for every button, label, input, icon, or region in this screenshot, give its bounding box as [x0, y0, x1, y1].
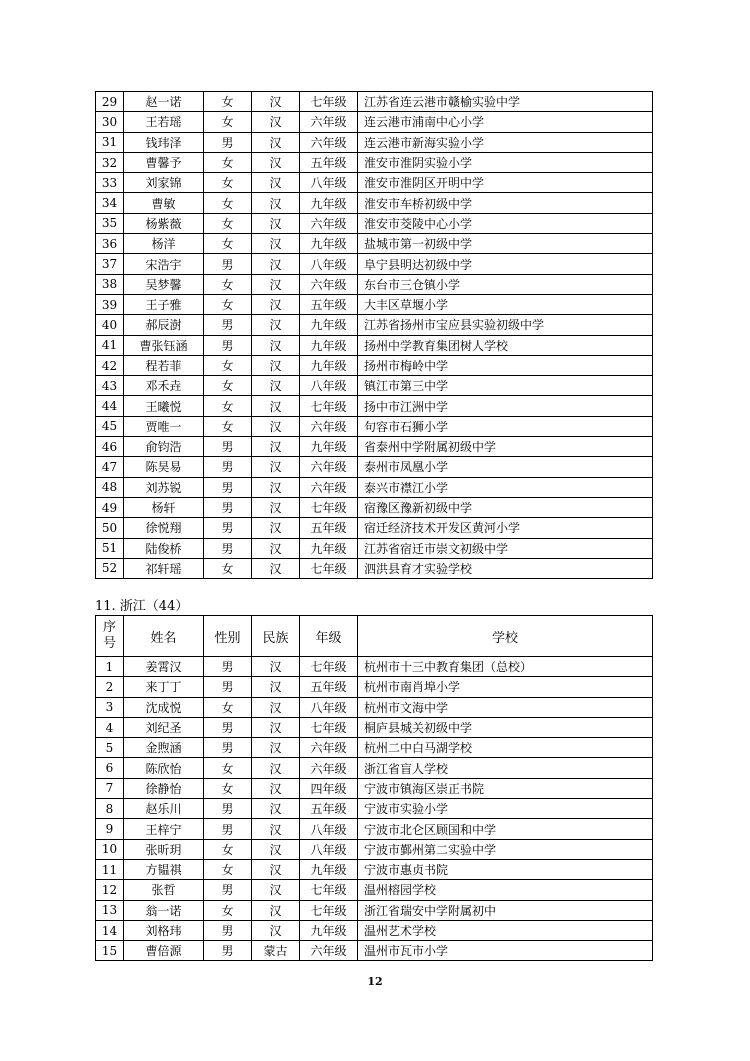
- school-cell: 连云港市浦南中心小学: [358, 112, 653, 132]
- school-cell: 宿豫区豫新初级中学: [358, 497, 653, 517]
- gender-cell: 女: [204, 193, 252, 213]
- table-row: [96, 294, 653, 314]
- student-table-zhejiang: [95, 615, 653, 961]
- school-cell: 江苏省连云港市赣榆实验中学: [358, 92, 653, 112]
- name-cell: 刘纪圣: [124, 717, 204, 737]
- grade-cell: 九年级: [300, 859, 358, 879]
- school-cell: 宁波市镇海区崇正书院: [358, 778, 653, 798]
- seq-cell: 9: [96, 819, 124, 839]
- gender-cell: 男: [204, 941, 252, 961]
- gender-cell: 女: [204, 697, 252, 717]
- name-cell: 吴梦馨: [124, 274, 204, 294]
- seq-cell: 47: [96, 457, 124, 477]
- column-header-grade: 年级: [300, 616, 358, 657]
- table-row: [96, 193, 653, 213]
- table-row: [96, 274, 653, 294]
- school-cell: 泰州市凤凰小学: [358, 457, 653, 477]
- ethnicity-cell: 汉: [252, 254, 300, 274]
- seq-cell: 38: [96, 274, 124, 294]
- school-cell: 宁波市鄞州第二实验中学: [358, 839, 653, 859]
- ethnicity-cell: 汉: [252, 416, 300, 436]
- ethnicity-cell: 汉: [252, 274, 300, 294]
- grade-cell: 九年级: [300, 437, 358, 457]
- ethnicity-cell: 汉: [252, 355, 300, 375]
- seq-cell: 14: [96, 920, 124, 940]
- name-cell: 方韫祺: [124, 859, 204, 879]
- name-cell: 陈昊易: [124, 457, 204, 477]
- gender-cell: 男: [204, 335, 252, 355]
- ethnicity-cell: 汉: [252, 376, 300, 396]
- name-cell: 刘苏锐: [124, 477, 204, 497]
- ethnicity-cell: 汉: [252, 173, 300, 193]
- gender-cell: 男: [204, 315, 252, 335]
- name-cell: 俞钧浩: [124, 437, 204, 457]
- name-cell: 贾唯一: [124, 416, 204, 436]
- seq-cell: 42: [96, 355, 124, 375]
- ethnicity-cell: 汉: [252, 538, 300, 558]
- name-cell: 杨紫薇: [124, 213, 204, 233]
- table-header-row: [96, 616, 653, 657]
- name-cell: 沈成悦: [124, 697, 204, 717]
- school-cell: 大丰区草堰小学: [358, 294, 653, 314]
- name-cell: 赵一诺: [124, 92, 204, 112]
- gender-cell: 男: [204, 738, 252, 758]
- school-cell: 泗洪县育才实验学校: [358, 558, 653, 578]
- table-row: [96, 112, 653, 132]
- seq-cell: 8: [96, 799, 124, 819]
- school-cell: 温州市瓦市小学: [358, 941, 653, 961]
- gender-cell: 女: [204, 558, 252, 578]
- ethnicity-cell: 汉: [252, 900, 300, 920]
- school-cell: 盐城市第一初级中学: [358, 234, 653, 254]
- ethnicity-cell: 汉: [252, 477, 300, 497]
- ethnicity-cell: 汉: [252, 920, 300, 940]
- seq-cell: 10: [96, 839, 124, 859]
- seq-cell: 36: [96, 234, 124, 254]
- name-cell: 张哲: [124, 880, 204, 900]
- seq-cell: 39: [96, 294, 124, 314]
- name-cell: 祁轩瑶: [124, 558, 204, 578]
- name-cell: 刘格玮: [124, 920, 204, 940]
- grade-cell: 七年级: [300, 900, 358, 920]
- table-row: [96, 799, 653, 819]
- school-cell: 杭州市文海中学: [358, 697, 653, 717]
- gender-cell: 男: [204, 657, 252, 677]
- ethnicity-cell: 汉: [252, 497, 300, 517]
- column-header-gender: 性别: [204, 616, 252, 657]
- table-row: [96, 920, 653, 940]
- gender-cell: 男: [204, 437, 252, 457]
- school-cell: 江苏省宿迁市崇文初级中学: [358, 538, 653, 558]
- table-row: [96, 355, 653, 375]
- school-cell: 淮安市淮阴区开明中学: [358, 173, 653, 193]
- gender-cell: 女: [204, 396, 252, 416]
- seq-cell: 43: [96, 376, 124, 396]
- name-cell: 王子雅: [124, 294, 204, 314]
- table-row: [96, 657, 653, 677]
- table-row: [96, 558, 653, 578]
- grade-cell: 六年级: [300, 112, 358, 132]
- school-cell: 镇江市第三中学: [358, 376, 653, 396]
- seq-cell: 15: [96, 941, 124, 961]
- school-cell: 泰兴市襟江小学: [358, 477, 653, 497]
- school-cell: 宁波市北仑区顾国和中学: [358, 819, 653, 839]
- name-cell: 曹馨予: [124, 152, 204, 172]
- seq-cell: 31: [96, 132, 124, 152]
- seq-cell: 50: [96, 518, 124, 538]
- section-heading-zhejiang: 11. 浙江（44）: [95, 599, 189, 614]
- gender-cell: 女: [204, 900, 252, 920]
- table-row: [96, 213, 653, 233]
- ethnicity-cell: 汉: [252, 92, 300, 112]
- ethnicity-cell: 汉: [252, 558, 300, 578]
- grade-cell: 九年级: [300, 335, 358, 355]
- school-cell: 江苏省扬州市宝应县实验初级中学: [358, 315, 653, 335]
- ethnicity-cell: 汉: [252, 657, 300, 677]
- school-cell: 浙江省盲人学校: [358, 758, 653, 778]
- name-cell: 张昕玥: [124, 839, 204, 859]
- table-row: [96, 677, 653, 697]
- seq-cell: 32: [96, 152, 124, 172]
- grade-cell: 七年级: [300, 717, 358, 737]
- gender-cell: 男: [204, 477, 252, 497]
- grade-cell: 六年级: [300, 941, 358, 961]
- gender-cell: 男: [204, 518, 252, 538]
- table-row: [96, 497, 653, 517]
- column-header-ethnicity: 民族: [252, 616, 300, 657]
- ethnicity-cell: 汉: [252, 758, 300, 778]
- grade-cell: 八年级: [300, 173, 358, 193]
- seq-cell: 34: [96, 193, 124, 213]
- name-cell: 宋浩宇: [124, 254, 204, 274]
- table-row: [96, 152, 653, 172]
- grade-cell: 六年级: [300, 132, 358, 152]
- gender-cell: 女: [204, 355, 252, 375]
- gender-cell: 男: [204, 880, 252, 900]
- ethnicity-cell: 汉: [252, 437, 300, 457]
- grade-cell: 八年级: [300, 819, 358, 839]
- column-header-seq-label: 序号: [102, 620, 116, 651]
- student-table-jiangsu-continued: [95, 91, 653, 579]
- table-row: [96, 819, 653, 839]
- ethnicity-cell: 汉: [252, 839, 300, 859]
- school-cell: 温州榕园学校: [358, 880, 653, 900]
- school-cell: 浙江省瑞安中学附属初中: [358, 900, 653, 920]
- grade-cell: 七年级: [300, 657, 358, 677]
- seq-cell: 41: [96, 335, 124, 355]
- seq-cell: 29: [96, 92, 124, 112]
- school-cell: 阜宁县明达初级中学: [358, 254, 653, 274]
- name-cell: 杨轩: [124, 497, 204, 517]
- seq-cell: 46: [96, 437, 124, 457]
- grade-cell: 七年级: [300, 558, 358, 578]
- table-row: [96, 778, 653, 798]
- gender-cell: 男: [204, 497, 252, 517]
- ethnicity-cell: 汉: [252, 859, 300, 879]
- grade-cell: 九年级: [300, 355, 358, 375]
- name-cell: 刘家锦: [124, 173, 204, 193]
- ethnicity-cell: 汉: [252, 315, 300, 335]
- ethnicity-cell: 蒙古: [252, 941, 300, 961]
- school-cell: 桐庐县城关初级中学: [358, 717, 653, 737]
- seq-cell: 33: [96, 173, 124, 193]
- gender-cell: 女: [204, 758, 252, 778]
- gender-cell: 男: [204, 538, 252, 558]
- school-cell: 宁波市惠贞书院: [358, 859, 653, 879]
- grade-cell: 八年级: [300, 254, 358, 274]
- column-header-seq: [96, 616, 124, 657]
- table-row: [96, 416, 653, 436]
- school-cell: 句容市石狮小学: [358, 416, 653, 436]
- name-cell: 邓禾垚: [124, 376, 204, 396]
- gender-cell: 男: [204, 920, 252, 940]
- table-row: [96, 900, 653, 920]
- grade-cell: 七年级: [300, 396, 358, 416]
- table-row: [96, 396, 653, 416]
- table-row: [96, 518, 653, 538]
- table-row: [96, 457, 653, 477]
- table-row: [96, 132, 653, 152]
- seq-cell: 6: [96, 758, 124, 778]
- name-cell: 王梓宁: [124, 819, 204, 839]
- school-cell: 杭州市十三中教育集团（总校）: [358, 657, 653, 677]
- name-cell: 徐悦翔: [124, 518, 204, 538]
- school-cell: 温州艺术学校: [358, 920, 653, 940]
- school-cell: 淮安市茭陵中心小学: [358, 213, 653, 233]
- seq-cell: 1: [96, 657, 124, 677]
- table-row: [96, 859, 653, 879]
- school-cell: 宁波市实验小学: [358, 799, 653, 819]
- gender-cell: 男: [204, 677, 252, 697]
- ethnicity-cell: 汉: [252, 819, 300, 839]
- name-cell: 王若瑶: [124, 112, 204, 132]
- seq-cell: 49: [96, 497, 124, 517]
- grade-cell: 六年级: [300, 213, 358, 233]
- ethnicity-cell: 汉: [252, 152, 300, 172]
- seq-cell: 40: [96, 315, 124, 335]
- name-cell: 曹张钰涵: [124, 335, 204, 355]
- grade-cell: 四年级: [300, 778, 358, 798]
- grade-cell: 六年级: [300, 477, 358, 497]
- gender-cell: 女: [204, 778, 252, 798]
- grade-cell: 九年级: [300, 920, 358, 940]
- grade-cell: 八年级: [300, 376, 358, 396]
- name-cell: 曹倍源: [124, 941, 204, 961]
- table-row: [96, 738, 653, 758]
- seq-cell: 51: [96, 538, 124, 558]
- gender-cell: 女: [204, 152, 252, 172]
- seq-cell: 30: [96, 112, 124, 132]
- school-cell: 省泰州中学附属初级中学: [358, 437, 653, 457]
- ethnicity-cell: 汉: [252, 234, 300, 254]
- school-cell: 淮安市淮阴实验小学: [358, 152, 653, 172]
- grade-cell: 八年级: [300, 697, 358, 717]
- ethnicity-cell: 汉: [252, 518, 300, 538]
- name-cell: 徐静怡: [124, 778, 204, 798]
- table-body: [96, 657, 653, 961]
- name-cell: 杨洋: [124, 234, 204, 254]
- table-row: [96, 477, 653, 497]
- grade-cell: 九年级: [300, 234, 358, 254]
- grade-cell: 八年级: [300, 839, 358, 859]
- grade-cell: 七年级: [300, 92, 358, 112]
- name-cell: 陆俊桥: [124, 538, 204, 558]
- grade-cell: 七年级: [300, 497, 358, 517]
- gender-cell: 女: [204, 376, 252, 396]
- ethnicity-cell: 汉: [252, 193, 300, 213]
- grade-cell: 六年级: [300, 758, 358, 778]
- grade-cell: 五年级: [300, 518, 358, 538]
- ethnicity-cell: 汉: [252, 112, 300, 132]
- table-row: [96, 376, 653, 396]
- gender-cell: 男: [204, 717, 252, 737]
- school-cell: 扬州市梅岭中学: [358, 355, 653, 375]
- gender-cell: 女: [204, 173, 252, 193]
- table-body: [96, 92, 653, 579]
- seq-cell: 52: [96, 558, 124, 578]
- ethnicity-cell: 汉: [252, 335, 300, 355]
- table-row: [96, 839, 653, 859]
- column-header-name: 姓名: [124, 616, 204, 657]
- grade-cell: 六年级: [300, 738, 358, 758]
- grade-cell: 九年级: [300, 538, 358, 558]
- table-row: [96, 758, 653, 778]
- table-row: [96, 941, 653, 961]
- ethnicity-cell: 汉: [252, 738, 300, 758]
- gender-cell: 男: [204, 254, 252, 274]
- gender-cell: 男: [204, 457, 252, 477]
- gender-cell: 女: [204, 839, 252, 859]
- table-row: [96, 234, 653, 254]
- school-cell: 宿迁经济技术开发区黄河小学: [358, 518, 653, 538]
- ethnicity-cell: 汉: [252, 132, 300, 152]
- ethnicity-cell: 汉: [252, 697, 300, 717]
- grade-cell: 六年级: [300, 416, 358, 436]
- school-cell: 扬州中学教育集团树人学校: [358, 335, 653, 355]
- grade-cell: 五年级: [300, 677, 358, 697]
- column-header-school: 学校: [358, 616, 653, 657]
- school-cell: 连云港市新海实验小学: [358, 132, 653, 152]
- ethnicity-cell: 汉: [252, 294, 300, 314]
- seq-cell: 11: [96, 859, 124, 879]
- seq-cell: 45: [96, 416, 124, 436]
- table-row: [96, 437, 653, 457]
- gender-cell: 女: [204, 92, 252, 112]
- gender-cell: 男: [204, 799, 252, 819]
- seq-cell: 4: [96, 717, 124, 737]
- ethnicity-cell: 汉: [252, 799, 300, 819]
- name-cell: 钱玮泽: [124, 132, 204, 152]
- gender-cell: 女: [204, 859, 252, 879]
- seq-cell: 7: [96, 778, 124, 798]
- name-cell: 来丁丁: [124, 677, 204, 697]
- table-row: [96, 315, 653, 335]
- school-cell: 扬中市江洲中学: [358, 396, 653, 416]
- seq-cell: 2: [96, 677, 124, 697]
- grade-cell: 九年级: [300, 315, 358, 335]
- seq-cell: 5: [96, 738, 124, 758]
- school-cell: 杭州市南肖埠小学: [358, 677, 653, 697]
- grade-cell: 九年级: [300, 193, 358, 213]
- gender-cell: 男: [204, 819, 252, 839]
- name-cell: 翁一诺: [124, 900, 204, 920]
- gender-cell: 女: [204, 294, 252, 314]
- school-cell: 东台市三仓镇小学: [358, 274, 653, 294]
- table-row: [96, 697, 653, 717]
- table-row: [96, 335, 653, 355]
- gender-cell: 女: [204, 213, 252, 233]
- gender-cell: 男: [204, 132, 252, 152]
- seq-cell: 48: [96, 477, 124, 497]
- ethnicity-cell: 汉: [252, 213, 300, 233]
- ethnicity-cell: 汉: [252, 778, 300, 798]
- gender-cell: 女: [204, 112, 252, 132]
- gender-cell: 女: [204, 416, 252, 436]
- name-cell: 姜霄汉: [124, 657, 204, 677]
- grade-cell: 六年级: [300, 457, 358, 477]
- seq-cell: 37: [96, 254, 124, 274]
- ethnicity-cell: 汉: [252, 880, 300, 900]
- name-cell: 金煦涵: [124, 738, 204, 758]
- gender-cell: 女: [204, 274, 252, 294]
- seq-cell: 44: [96, 396, 124, 416]
- table-row: [96, 254, 653, 274]
- ethnicity-cell: 汉: [252, 717, 300, 737]
- seq-cell: 13: [96, 900, 124, 920]
- table-row: [96, 880, 653, 900]
- grade-cell: 五年级: [300, 799, 358, 819]
- seq-cell: 3: [96, 697, 124, 717]
- table-row: [96, 717, 653, 737]
- grade-cell: 五年级: [300, 294, 358, 314]
- name-cell: 王曦悦: [124, 396, 204, 416]
- name-cell: 赵乐川: [124, 799, 204, 819]
- name-cell: 程若菲: [124, 355, 204, 375]
- name-cell: 郝辰澍: [124, 315, 204, 335]
- table-row: [96, 92, 653, 112]
- ethnicity-cell: 汉: [252, 677, 300, 697]
- seq-cell: 12: [96, 880, 124, 900]
- grade-cell: 六年级: [300, 274, 358, 294]
- page-number: 12: [367, 975, 383, 988]
- grade-cell: 五年级: [300, 152, 358, 172]
- ethnicity-cell: 汉: [252, 396, 300, 416]
- school-cell: 淮安市车桥初级中学: [358, 193, 653, 213]
- name-cell: 曹敏: [124, 193, 204, 213]
- name-cell: 陈欣怡: [124, 758, 204, 778]
- grade-cell: 七年级: [300, 880, 358, 900]
- table-row: [96, 173, 653, 193]
- ethnicity-cell: 汉: [252, 457, 300, 477]
- gender-cell: 女: [204, 234, 252, 254]
- school-cell: 杭州二中白马湖学校: [358, 738, 653, 758]
- table-row: [96, 538, 653, 558]
- seq-cell: 35: [96, 213, 124, 233]
